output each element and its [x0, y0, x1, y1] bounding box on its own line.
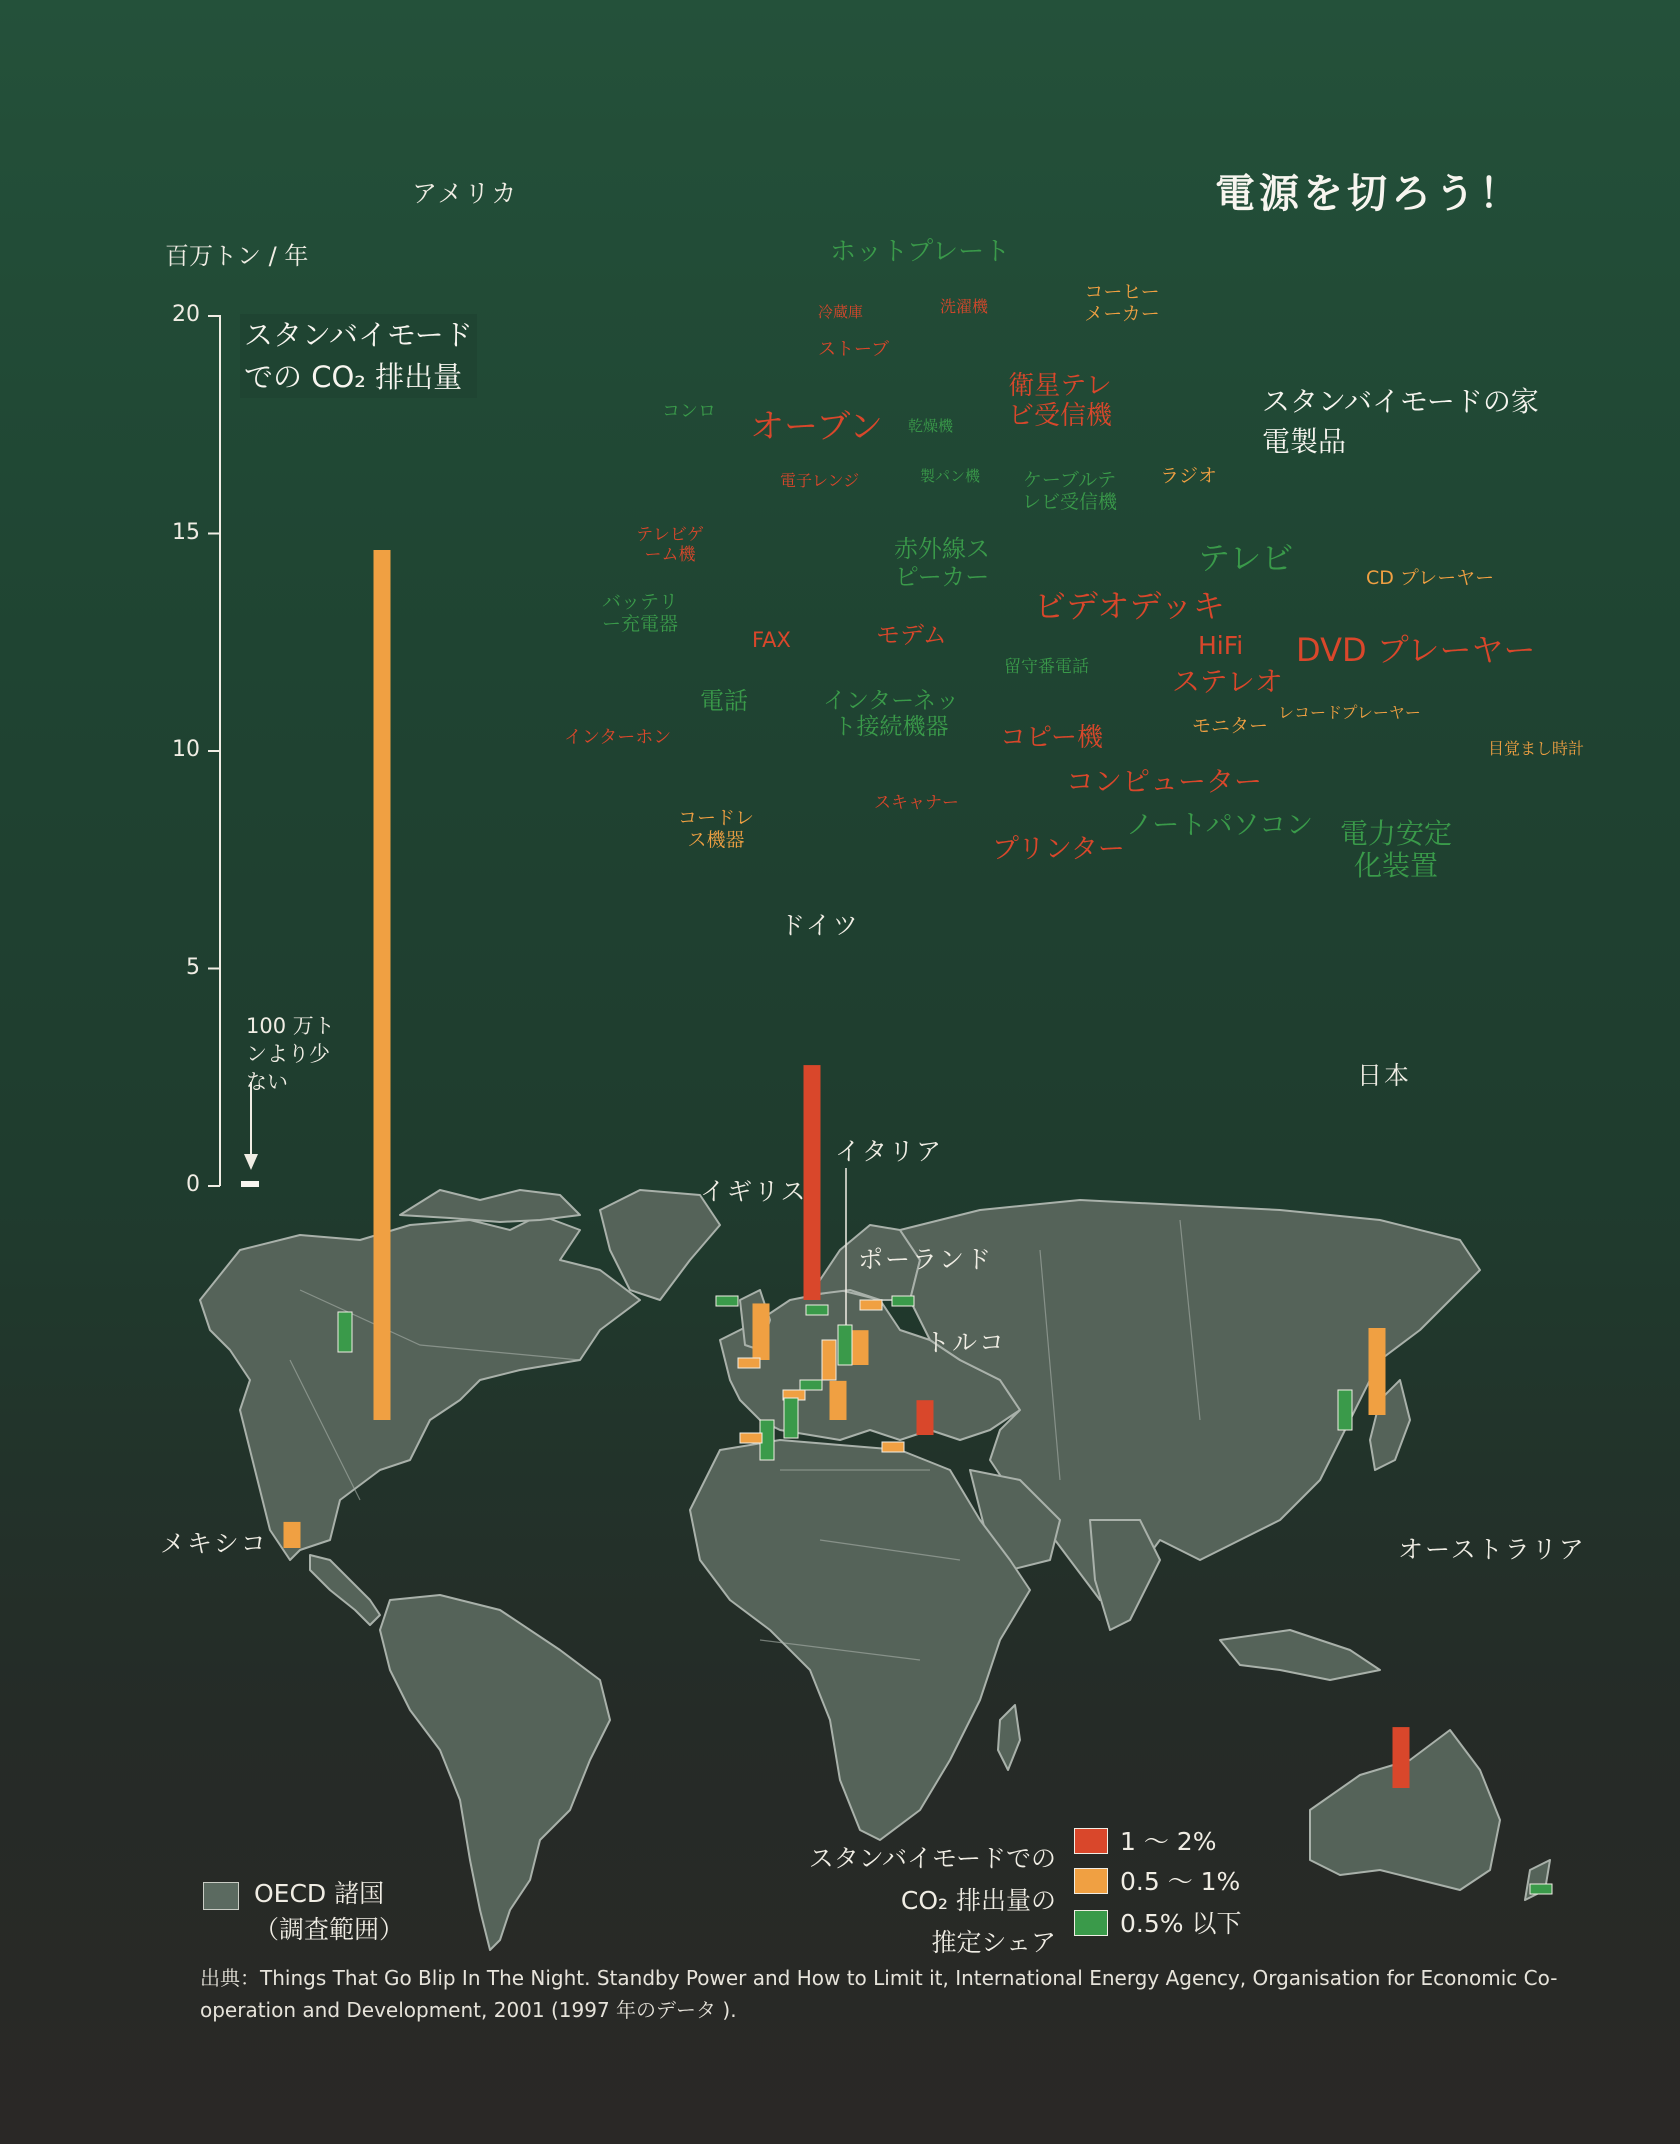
appliance-label: コンピューター [1066, 765, 1263, 798]
oecd-share-marker [800, 1380, 822, 1390]
country-bar [1393, 1727, 1410, 1788]
oecd-share-marker [892, 1296, 914, 1306]
appliances-title-line: スタンバイモードの家電製品 [1262, 385, 1539, 458]
country-bar [374, 550, 391, 1420]
country-label: メキシコ [160, 1529, 268, 1558]
share-legend-label: 0.5 ～ 1% [1120, 1867, 1241, 1896]
axis-unit: 百万トン / 年 [165, 242, 309, 270]
y-tick-label: 10 [172, 737, 200, 762]
appliance-label: ケーブルテレビ受信機 [1021, 469, 1117, 513]
y-tick-label: 5 [186, 954, 200, 980]
share-legend-title-line3: 推定シェア [931, 1928, 1056, 1957]
appliance-label: 赤外線スピーカー [894, 535, 990, 591]
country-bar [830, 1381, 847, 1420]
country-bar [753, 1303, 770, 1360]
appliance-label: モデム [876, 621, 947, 649]
appliance-label: ビデオデッキ [1034, 587, 1225, 625]
appliance-label: モニター [1192, 715, 1269, 737]
appliance-label: 洗濯機 [940, 297, 989, 316]
country-label: オーストラリア [1398, 1535, 1586, 1564]
oecd-share-marker [716, 1296, 738, 1306]
country-bar [1369, 1328, 1386, 1415]
oecd-legend-line2: （調査範囲） [254, 1915, 405, 1944]
appliance-label: ホットプレート [830, 237, 1011, 267]
axis-title-line2: での CO₂ 排出量 [244, 360, 463, 394]
appliance-label: プリンター [992, 834, 1125, 865]
appliance-label: 目覚まし時計 [1488, 739, 1585, 758]
share-legend-label: 1 ～ 2% [1120, 1827, 1217, 1856]
country-label: イギリス [700, 1177, 808, 1206]
share-legend-title-line1: スタンバイモードでの [808, 1844, 1056, 1873]
oecd-share-marker [1530, 1884, 1552, 1894]
appliance-label: コードレス機器 [677, 807, 754, 851]
axis-title-line1: スタンバイモード [244, 318, 473, 352]
share-legend-title-line2: CO₂ 排出量の [900, 1886, 1056, 1915]
appliance-label: インターネット接続機器 [823, 688, 959, 741]
axis-title [240, 314, 477, 398]
appliance-label: ノートパソコン [1126, 810, 1314, 841]
appliance-label: スキャナー [874, 793, 959, 813]
appliance-label: ストーブ [818, 339, 890, 360]
appliance-label: ラジオ [1160, 465, 1218, 487]
country-bar [917, 1400, 934, 1435]
oecd-legend-label [254, 1876, 404, 1948]
y-tick-label: 20 [172, 302, 200, 327]
appliance-label: ステレオ [1172, 665, 1283, 698]
country-label: ドイツ [780, 911, 860, 940]
appliance-label: 留守番電話 [1004, 657, 1089, 677]
country-label: 日本 [1357, 1061, 1412, 1090]
small-note: 100 万トンより少ない [246, 1014, 335, 1094]
appliance-label: DVD プレーヤー [1296, 631, 1536, 669]
share-legend-swatch [1074, 1868, 1108, 1894]
appliance-label: 電子レンジ [780, 471, 860, 490]
appliance-label: 乾燥機 [908, 417, 954, 435]
share-legend-label: 0.5% 以下 [1120, 1909, 1242, 1938]
appliance-label: FAX [752, 628, 791, 652]
page-title: 電源を切ろう！ [1215, 171, 1523, 217]
country-label: トルコ [925, 1328, 1007, 1357]
appliance-label: テレビゲーム機 [636, 525, 704, 565]
appliance-label: レコードプレーヤー [1278, 703, 1421, 722]
oecd-legend-line1: OECD 諸国 [254, 1879, 385, 1908]
country-bar [284, 1522, 301, 1548]
oecd-share-marker [338, 1312, 352, 1352]
appliances-title [1262, 382, 1542, 462]
appliance-label: 製パン機 [920, 467, 981, 485]
oecd-share-marker [806, 1305, 828, 1315]
appliance-label: オーブン [750, 407, 883, 447]
appliance-label: 衛星テレビ受信機 [1007, 371, 1112, 431]
oecd-share-marker [822, 1340, 836, 1380]
appliance-label: テレビ [1198, 539, 1294, 577]
country-label: ポーランド [858, 1245, 994, 1274]
appliance-label: HiFi [1198, 631, 1244, 660]
oecd-share-marker [784, 1398, 798, 1438]
appliance-label: 電話 [700, 687, 748, 715]
share-legend-swatch [1074, 1910, 1108, 1936]
y-tick-label: 15 [172, 519, 200, 545]
appliance-label: コピー機 [1000, 723, 1103, 753]
share-legend-title [780, 1838, 1056, 1964]
appliance-label: コーヒーメーカー [1084, 281, 1160, 325]
appliance-label: 電力安定化装置 [1339, 817, 1452, 883]
appliance-label: 冷蔵庫 [818, 303, 864, 321]
share-legend-swatch [1074, 1828, 1108, 1854]
oecd-share-marker [740, 1433, 762, 1443]
oecd-share-marker [882, 1442, 904, 1452]
oecd-share-marker [738, 1358, 760, 1368]
oecd-legend-swatch [203, 1882, 239, 1910]
oecd-share-marker [860, 1300, 882, 1310]
appliance-label: インターホン [564, 727, 672, 748]
appliance-label: バッテリー充電器 [601, 591, 678, 635]
source-citation: 出典：Things That Go Blip In The Night. Standby Power and How to Limit it, International Energy Agency, Organisation for Economic Co-operation and Development, 2001 (1997 年のデータ ). [200, 1966, 1558, 2022]
oecd-share-marker [1338, 1390, 1352, 1430]
country-bar [852, 1330, 869, 1365]
oecd-share-marker [838, 1325, 852, 1365]
y-tick-label: 0 [186, 1172, 200, 1197]
country-label: アメリカ [412, 179, 519, 208]
appliance-label: CD プレーヤー [1366, 567, 1495, 589]
appliance-label: コンロ [662, 401, 716, 422]
country-label: イタリア [835, 1137, 944, 1166]
